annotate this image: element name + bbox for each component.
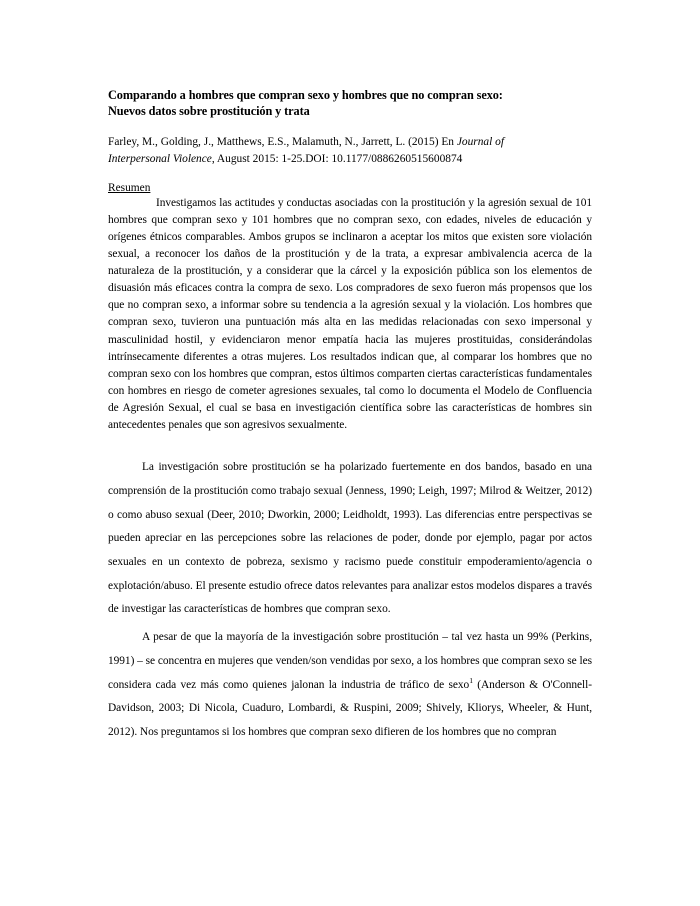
abstract-text: Investigamos las actitudes y conductas asociadas con la prostitución y la agresión sexual de 101 hombres que compran sexo y 101 hombres que no compran sexo, con edades, niveles de educación y orígenes étnicos comparables. Ambos grupos se inclinaron a aceptar los mitos que existen sore violación sexual, a reconocer los daños de la prostitución y de la trata, a expresar ambivalencia acerca de la naturaleza de la prostitución, y a considerar que la cárcel y la exposición pública son los elementos de disuasión más eficaces contra la compra de sexo. Los compradores de sexo fueron más propensos que los que no compran sexo, a informar sobre su tendencia a la agresión sexual y la violación. Los hombres que compran sexo, tuvieron una puntuación más alta en las medidas relacionadas con sexo impersonal y masculinidad hostil, y evidenciaron menor empatía hacia las mujeres prostituidas, considerándolas intrínsecamente diferentes a otras mujeres. Los resultados indican que, al comparar los hombres que no compran sexo con los hombres que compran, estos últimos comparten ciertas características fundamentales con hombres en riesgo de cometer agresiones sexuales, tal como lo documenta el Modelo de Confluencia de Agresión Sexual, el cual se basa en investigación científica sobre las características de hombres sin antecedentes penales que son agresivos sexualmente. [108,196,592,432]
citation-details: , August 2015: 1-25.DOI: 10.1177/0886260515600874 [211,153,463,166]
citation-journal-line2: Interpersonal Violence [108,153,212,166]
body-paragraph-2 [108,626,592,745]
body-paragraph-1: La investigación sobre prostitución se ha polarizado fuertemente en dos bandos, basado en una comprensión de la prostitución como trabajo sexual (Jenness, 1990; Leigh, 1997; Milrod & Weitzer, 2012) o como abuso sexual (Deer, 2010; Dworkin, 2000; Leidholdt, 1993). Las diferencias entre perspectivas se pueden apreciar en las percepciones sobre las relaciones de poder, donde por ejemplo, pagar por actos sexuales en un contexto de pobreza, sexismo y racismo puede constituir empoderamiento/agencia o explotación/abuso. El presente estudio ofrece datos relevantes para analizar estos modelos dispares a través de investigar las características de hombres que compran sexo. [108,461,592,616]
footnote-marker: 1 [469,675,473,685]
title-line-2: Nuevos datos sobre prostitución y trata [108,103,310,118]
citation-authors: Farley, M., Golding, J., Matthews, E.S., Malamuth, N., Jarrett, L. (2015) En [108,135,457,148]
title-line-1: Comparando a hombres que compran sexo y hombres que no compran sexo: [108,88,503,102]
citation-block [108,134,592,169]
abstract-heading: Resumen [108,181,151,194]
body-paragraph-2-part-a: A pesar de que la mayoría de la investigación sobre prostitución – tal vez hasta un 99% (Perkins, 1991) – se concentra en mujeres que venden/son vendidas por sexo, a los hombres que compran sexo se les considera cada vez más como quienes jalonan la industria de tráfico de sexo [108,631,592,691]
body-paragraph-2-part-b: (Anderson & O'Connell-Davidson, 2003; Di Nicola, Cuaduro, Lombardi, & Ruspini, 2009; Shively, Kliorys, Wheeler, & Hunt, 2012). Nos preguntamos si los hombres que compran sexo difieren de los hombres que no compran [108,678,592,739]
page-title [108,88,592,120]
citation-journal-line1: Journal of [456,135,504,148]
